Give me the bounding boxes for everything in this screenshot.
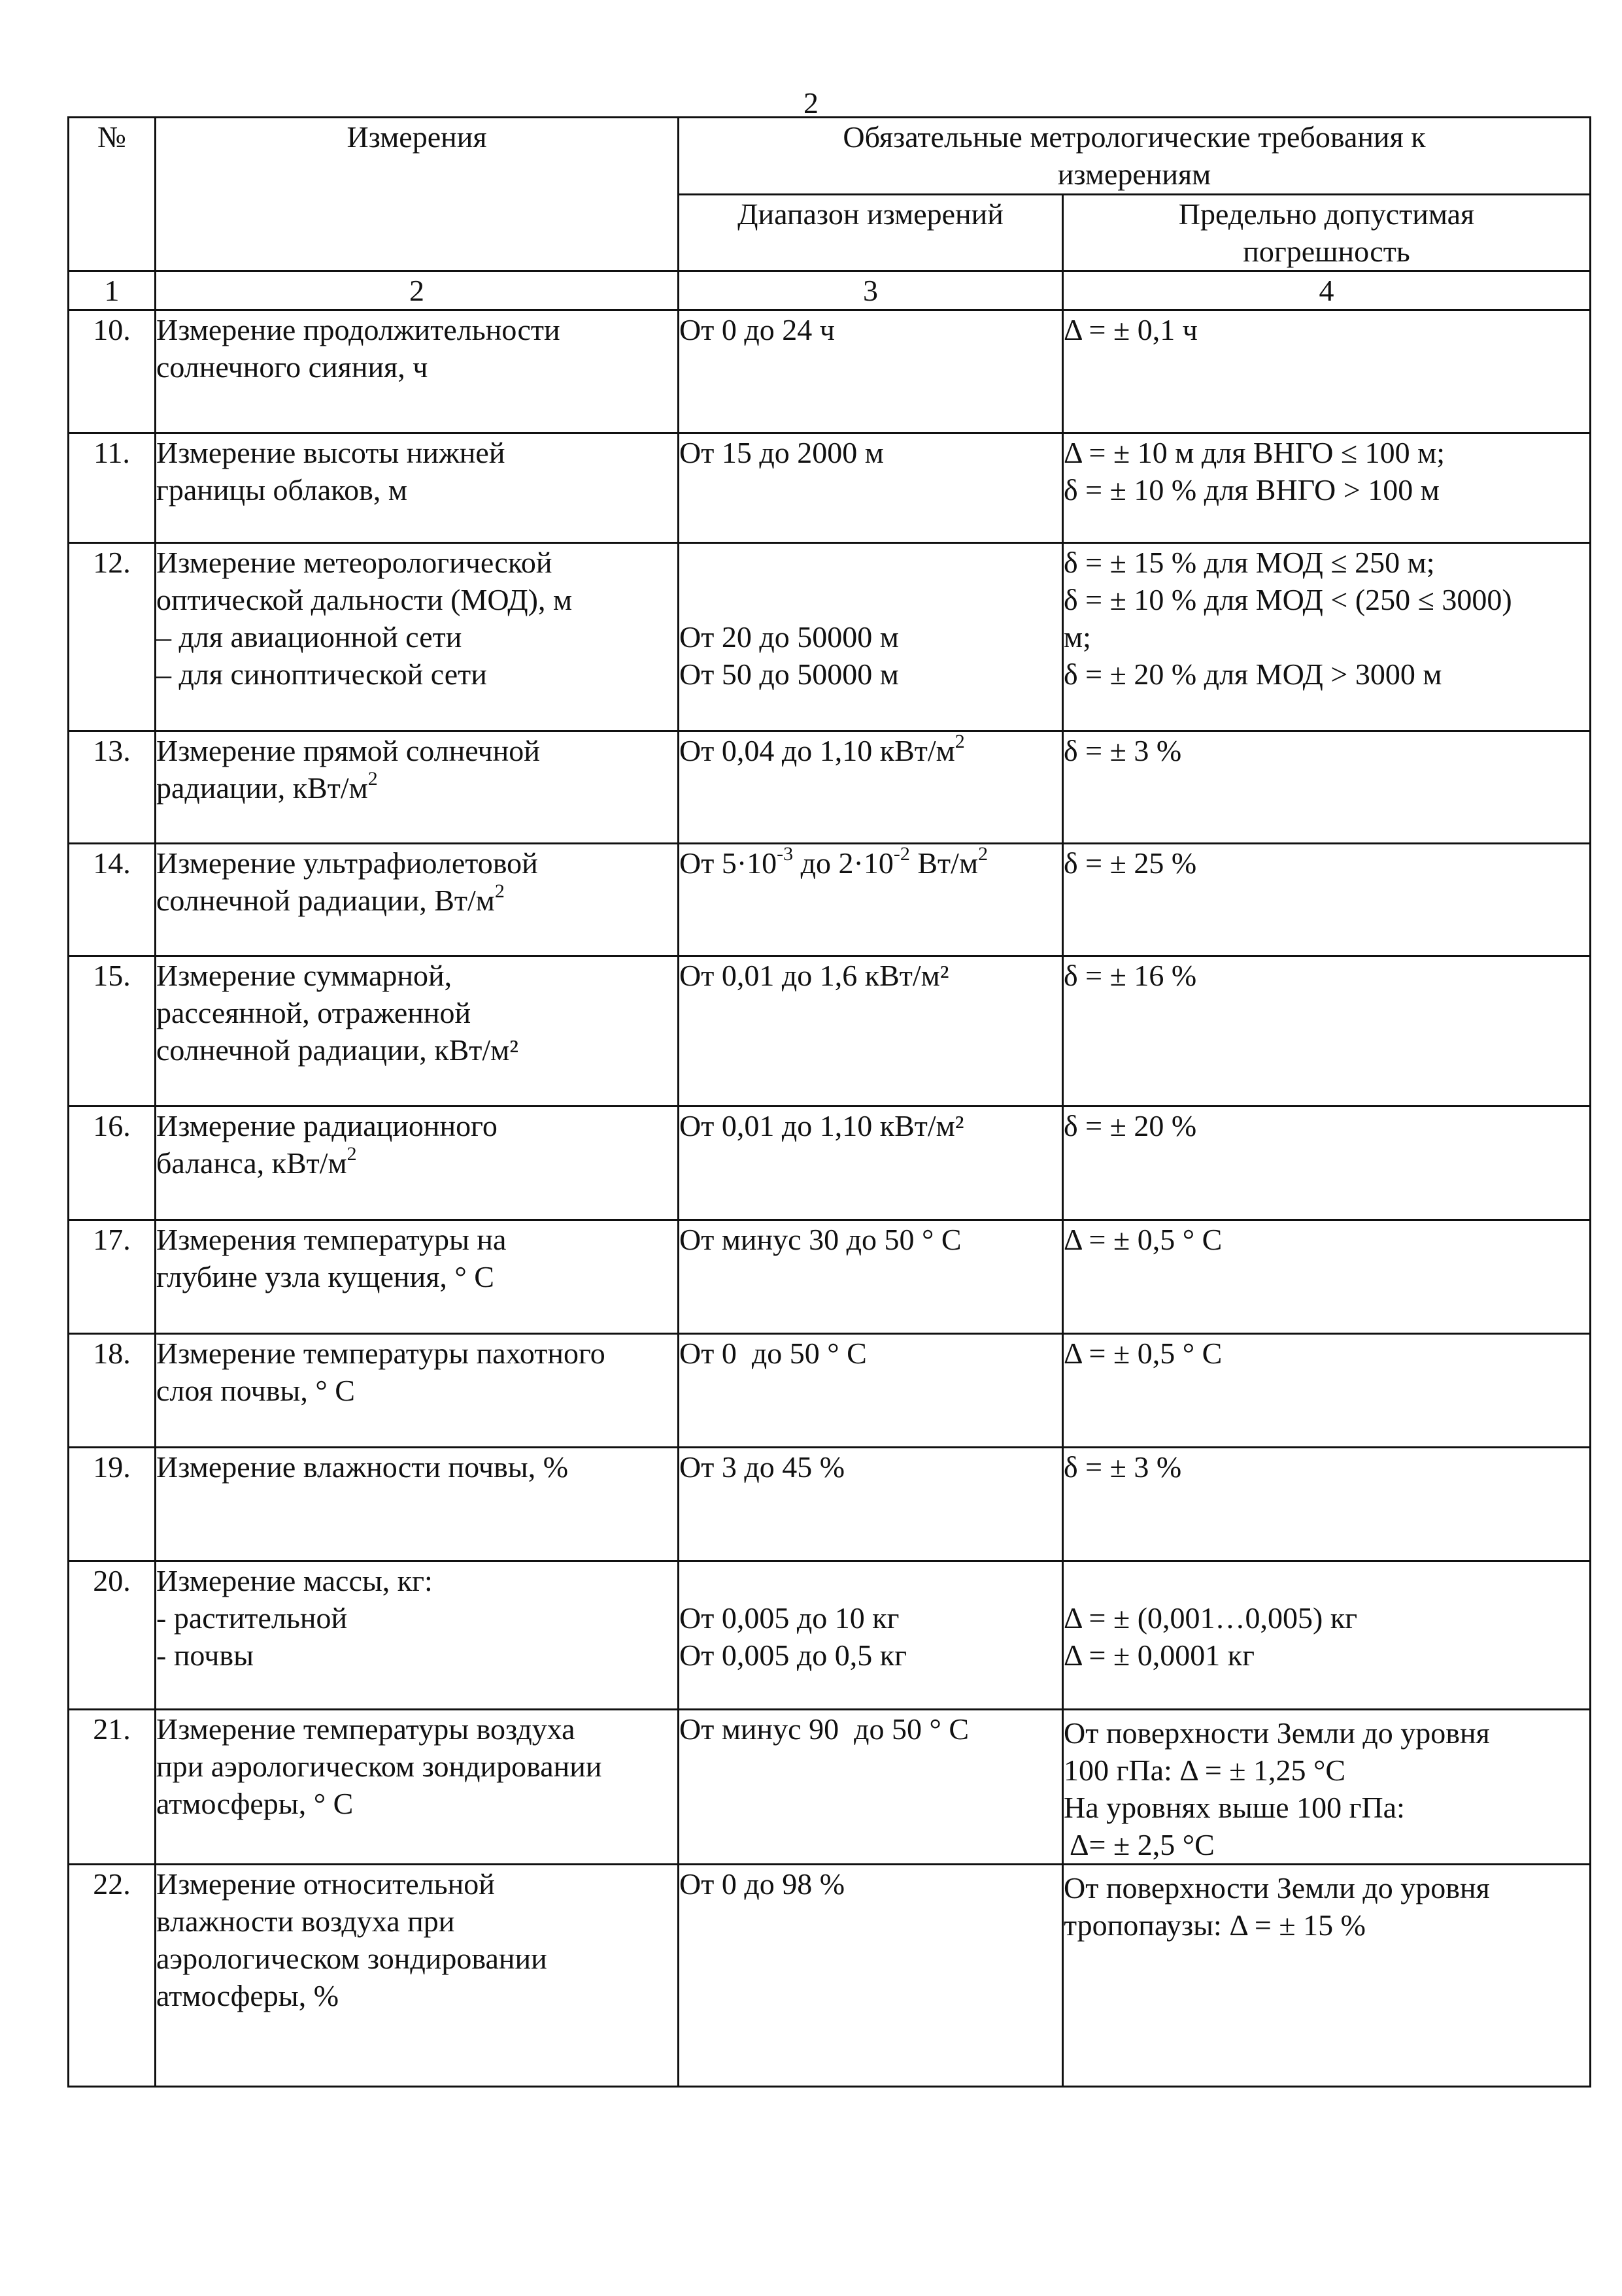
measurement-cell (156, 1220, 679, 1334)
error-text: Δ = ± 10 м для ВНГО ≤ 100 м; (1064, 436, 1445, 469)
measurement-cell (156, 1334, 679, 1448)
row-number: 17. (69, 1220, 156, 1334)
row-number: 14. (69, 844, 156, 956)
measurement-text: Измерение ультрафиолетовой (156, 846, 538, 880)
measurement-text: Измерение относительной (156, 1867, 495, 1901)
row-number: 19. (69, 1448, 156, 1561)
error-text: δ = ± 3 % (1064, 1450, 1182, 1484)
measurement-cell (156, 1865, 679, 2087)
range-cell (679, 1561, 1063, 1710)
measurement-cell (156, 731, 679, 844)
range-cell: От 0 до 50 ° С (679, 1334, 1063, 1448)
table-row (69, 1448, 1591, 1561)
range-cell (679, 731, 1063, 844)
range-text: Вт/м (909, 846, 979, 880)
error-text: δ = ± 20 % (1064, 1109, 1197, 1142)
error-cell (1063, 1561, 1591, 1710)
header-error: Предельно допустимая погрешность (1063, 195, 1591, 271)
measurement-cell (156, 433, 679, 543)
measurement-cell (156, 543, 679, 731)
header-range: Диапазон измерений (679, 195, 1063, 271)
measurement-text: атмосферы, % (156, 1979, 339, 2012)
range-cell: От 3 до 45 % (679, 1448, 1063, 1561)
row-number: 20. (69, 1561, 156, 1710)
range-cell (679, 543, 1063, 731)
table-row (69, 1865, 1591, 2087)
error-cell (1063, 1710, 1591, 1865)
row-number: 13. (69, 731, 156, 844)
error-text: От поверхности Земли до уровня (1064, 1871, 1490, 1905)
table-row (69, 543, 1591, 731)
measurement-text: солнечного сияния, ч (156, 350, 428, 384)
measurement-text: слоя почвы, ° С (156, 1374, 355, 1407)
row-number: 22. (69, 1865, 156, 2087)
superscript: -2 (893, 843, 910, 865)
error-text: δ = ± 20 % для МОД > 3000 м (1064, 657, 1442, 691)
superscript: 2 (494, 880, 505, 902)
measurement-text: Измерение температуры воздуха (156, 1712, 575, 1746)
superscript: 2 (955, 731, 965, 752)
error-cell (1063, 956, 1591, 1106)
range-cell: От минус 90 до 50 ° С (679, 1710, 1063, 1865)
measurement-text: радиации, кВт/м (156, 771, 368, 805)
error-cell (1063, 1106, 1591, 1220)
range-text: От 0,005 до 10 кг (679, 1601, 900, 1635)
error-cell (1063, 310, 1591, 433)
measurement-text: Измерение метеорологической (156, 546, 552, 579)
measurement-text: Измерения температуры на (156, 1223, 507, 1256)
superscript: -3 (777, 843, 794, 865)
error-text: Δ= ± 2,5 °С (1064, 1828, 1215, 1861)
error-cell (1063, 731, 1591, 844)
range-text: От 50 до 50000 м (679, 657, 899, 691)
metrology-table (67, 116, 1591, 2088)
measurement-text: атмосферы, ° С (156, 1787, 354, 1820)
range-cell: От 0 до 24 ч (679, 310, 1063, 433)
range-cell (679, 844, 1063, 956)
error-cell (1063, 1220, 1591, 1334)
error-text: Δ = ± 0,5 ° С (1064, 1223, 1223, 1256)
measurement-text: аэрологическом зондировании (156, 1942, 547, 1975)
measurement-text: Измерение температуры пахотного (156, 1337, 605, 1370)
range-cell: От 0,01 до 1,6 кВт/м² (679, 956, 1063, 1106)
row-number: 11. (69, 433, 156, 543)
table-row (69, 1561, 1591, 1710)
measurement-text: Измерение массы, кг: (156, 1564, 433, 1597)
range-text: до 2·10 (793, 846, 894, 880)
measurement-text: баланса, кВт/м (156, 1146, 347, 1180)
measurement-text: солнечной радиации, кВт/м² (156, 1033, 519, 1067)
error-cell (1063, 1865, 1591, 2087)
measurement-cell (156, 1561, 679, 1710)
table-row (69, 1710, 1591, 1865)
column-number: 2 (156, 271, 679, 310)
header-measure: Измерения (156, 118, 679, 271)
error-text: м; (1064, 620, 1091, 654)
measurement-cell (156, 1448, 679, 1561)
range-cell: От 0 до 98 % (679, 1865, 1063, 2087)
measurement-cell (156, 844, 679, 956)
table-row (69, 1106, 1591, 1220)
measurement-text: Измерение высоты нижней (156, 436, 505, 469)
superscript: 2 (346, 1143, 357, 1165)
error-text: От поверхности Земли до уровня (1064, 1716, 1490, 1750)
range-text: От 0,04 до 1,10 кВт/м (679, 734, 955, 767)
measurement-text: при аэрологическом зондировании (156, 1750, 602, 1783)
measurement-cell (156, 956, 679, 1106)
measurement-text: влажности воздуха при (156, 1905, 455, 1938)
column-number: 3 (679, 271, 1063, 310)
error-text: На уровнях выше 100 гПа: (1064, 1791, 1405, 1824)
error-text: δ = ± 15 % для МОД ≤ 250 м; (1064, 546, 1435, 579)
error-text: δ = ± 10 % для МОД < (250 ≤ 3000) (1064, 583, 1512, 616)
row-number: 12. (69, 543, 156, 731)
error-text: Δ = ± 0,1 ч (1064, 313, 1198, 346)
table-row (69, 1220, 1591, 1334)
row-number: 18. (69, 1334, 156, 1448)
range-text: От 0,005 до 0,5 кг (679, 1639, 907, 1672)
error-text: тропопаузы: Δ = ± 15 % (1064, 1908, 1366, 1942)
table-row (69, 956, 1591, 1106)
error-cell (1063, 543, 1591, 731)
measurement-text: рассеянной, отраженной (156, 996, 471, 1029)
measurement-cell (156, 310, 679, 433)
range-text: От 20 до 50000 м (679, 620, 899, 654)
error-text: δ = ± 3 % (1064, 734, 1182, 767)
measurement-text: Измерение продолжительности (156, 313, 560, 346)
measurement-text: глубине узла кущения, ° С (156, 1260, 494, 1293)
range-cell: От 0,01 до 1,10 кВт/м² (679, 1106, 1063, 1220)
measurement-text: Измерение прямой солнечной (156, 734, 540, 767)
measurement-text: Измерение радиационного (156, 1109, 498, 1142)
measurement-text: - почвы (156, 1639, 254, 1672)
measurement-text: солнечной радиации, Вт/м (156, 884, 495, 917)
error-text: δ = ± 16 % (1064, 959, 1197, 992)
measurement-text: Измерение суммарной, (156, 959, 452, 992)
range-cell: От 15 до 2000 м (679, 433, 1063, 543)
table-row (69, 1334, 1591, 1448)
page-number: 2 (803, 86, 819, 120)
measurement-text: – для синоптической сети (156, 657, 487, 691)
error-text: Δ = ± 0,0001 кг (1064, 1639, 1255, 1672)
measurement-cell (156, 1710, 679, 1865)
header-group-title: Обязательные метрологические требования к измерениям (679, 118, 1591, 195)
table-row (69, 844, 1591, 956)
error-cell (1063, 1334, 1591, 1448)
column-number: 1 (69, 271, 156, 310)
table-row (69, 433, 1591, 543)
row-number: 16. (69, 1106, 156, 1220)
error-text: Δ = ± (0,001…0,005) кг (1064, 1601, 1358, 1635)
table-row (69, 731, 1591, 844)
row-number: 10. (69, 310, 156, 433)
measurement-text: – для авиационной сети (156, 620, 462, 654)
superscript: 2 (367, 768, 378, 790)
error-cell (1063, 844, 1591, 956)
measurement-text: границы облаков, м (156, 473, 408, 507)
error-text: δ = ± 25 % (1064, 846, 1197, 880)
error-cell (1063, 1448, 1591, 1561)
range-cell: От минус 30 до 50 ° С (679, 1220, 1063, 1334)
superscript: 2 (978, 843, 988, 865)
header-no: № (69, 118, 156, 271)
row-number: 21. (69, 1710, 156, 1865)
measurement-text: - растительной (156, 1601, 348, 1635)
measurement-text: оптической дальности (МОД), м (156, 583, 573, 616)
measurement-text: Измерение влажности почвы, % (156, 1450, 569, 1484)
range-text: От 5·10 (679, 846, 777, 880)
measurement-cell (156, 1106, 679, 1220)
table-row (69, 310, 1591, 433)
column-number-row (69, 271, 1591, 310)
error-text: Δ = ± 0,5 ° С (1064, 1337, 1223, 1370)
error-text: 100 гПа: Δ = ± 1,25 °С (1064, 1754, 1346, 1787)
row-number: 15. (69, 956, 156, 1106)
error-text: δ = ± 10 % для ВНГО > 100 м (1064, 473, 1440, 507)
error-cell (1063, 433, 1591, 543)
column-number: 4 (1063, 271, 1591, 310)
